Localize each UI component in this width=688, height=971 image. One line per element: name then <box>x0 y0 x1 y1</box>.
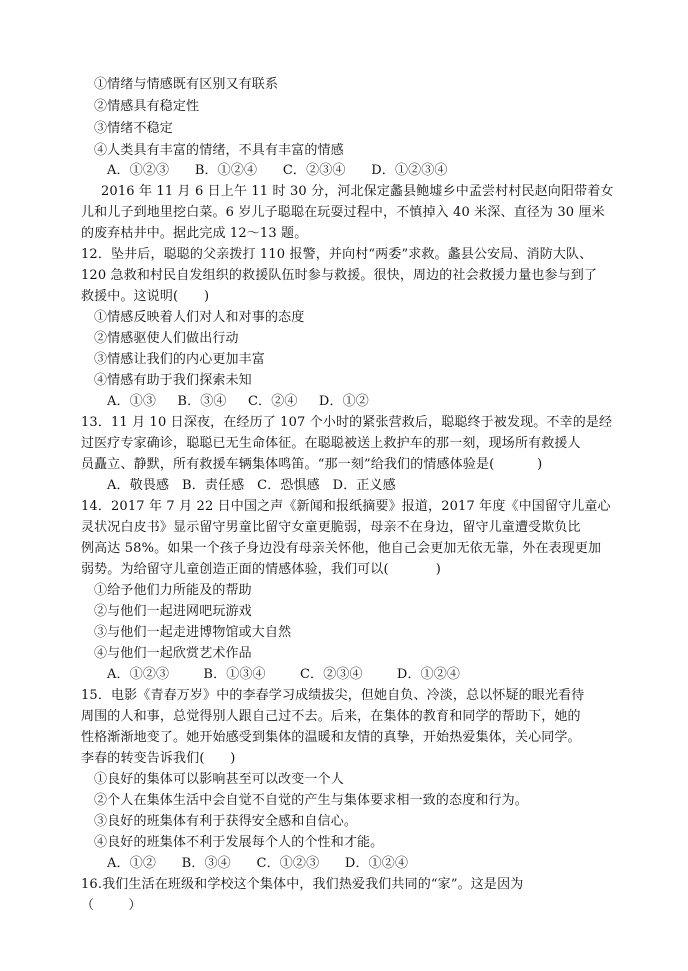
question-14: 灵状况白皮书》显示留守男童比留守女童更脆弱，母亲不在身边，留守儿童遭受欺负比 <box>81 520 581 535</box>
question-13: 员矗立、静默，所有救援车辆集体鸣笛。“那一刻”给我们的情感体验是( ) <box>81 457 543 472</box>
statement-4: ④情感有助于我们探索未知 <box>94 373 252 388</box>
question-16: 16.我们生活在班级和学校这个集体中，我们热爱我们共同的“家”。这是因为 <box>81 877 524 892</box>
statement-1: ①良好的集体可以影响甚至可以改变一个人 <box>94 772 344 787</box>
statement-2: ②情感驱使人们做出行动 <box>94 331 239 346</box>
answer-options: A．①②③ B．①②④ C．②③④ D．①②③④ <box>107 163 448 178</box>
answer-options: A．①②③ B．①③④ C．②③④ D．①②④ <box>107 667 461 682</box>
statement-1: ①给予他们力所能及的帮助 <box>94 583 252 598</box>
answer-options: A．①③ B．③④ C．②④ D．①② <box>107 394 369 409</box>
statement-1: ①情感反映着人们对人和对事的态度 <box>94 310 305 325</box>
statement-1: ①情绪与情感既有区别又有联系 <box>94 77 279 92</box>
question-14: 弱势。为给留守儿童创造正面的情感体验，我们可以( ) <box>81 562 441 577</box>
question-15: 15．电影《青春万岁》中的李春学习成绩拔尖，但她自负、冷淡，总以怀疑的眼光看待 <box>81 688 585 703</box>
statement-3: ③情感让我们的内心更加丰富 <box>94 352 265 367</box>
question-15: 性格渐渐地变了。她开始感受到集体的温暖和友情的真挚，开始热爱集体，关心同学。 <box>81 730 581 745</box>
question-16: （ ） <box>81 898 142 913</box>
question-14: 14．2017 年 7 月 22 日中国之声《新闻和报纸摘要》报道，2017 年度《中国留守儿童心 <box>81 499 611 514</box>
question-12: 12．坠井后，聪聪的父亲拨打 110 报警，并向村“两委”求救。蠡县公安局、消防大队、 <box>81 247 593 262</box>
answer-options: A．①② B．③④ C．①②③ D．①②④ <box>107 856 409 871</box>
question-13: 过医疗专家确诊，聪聪已无生命体征。在聪聪被送上救护车的那一刻，现场所有救援人 <box>81 436 581 451</box>
statement-3: ③情绪不稳定 <box>94 121 173 136</box>
statement-2: ②个人在集体生活中会自觉不自觉的产生与集体要求相一致的态度和行为。 <box>94 793 528 808</box>
question-15: 李春的转变告诉我们( ) <box>81 751 236 766</box>
question-14: 例高达 58%。如果一个孩子身边没有母亲关怀他，他自己会更加无依无靠，外在表现更加 <box>81 541 602 556</box>
question-12: 救援中。这说明( ) <box>81 289 210 304</box>
statement-3: ③与他们一起走进博物馆或大自然 <box>94 625 292 640</box>
material-text: 2016 年 11 月 6 日上午 11 时 30 分，河北保定蠡县鲍墟乡中孟尝村村民赵向阳带着女 <box>101 184 614 199</box>
material-text: 儿和儿子到地里挖白菜。6 岁儿子聪聪在玩耍过程中，不慎掉入 40 米深、直径为 30 厘米 <box>81 205 605 220</box>
question-13: 13．11 月 10 日深夜，在经历了 107 个小时的紧张营救后，聪聪终于被发现。不幸的是经 <box>81 415 613 430</box>
statement-2: ②情感具有稳定性 <box>94 99 200 114</box>
question-15: 周围的人和事，总觉得别人跟自己过不去。后来，在集体的教育和同学的帮助下，她的 <box>81 709 581 724</box>
statement-4: ④良好的班集体不利于发展每个人的个性和才能。 <box>94 835 384 850</box>
statement-4: ④人类具有丰富的情绪，不具有丰富的情感 <box>94 143 344 158</box>
question-12: 120 急救和村民自发组织的救援队伍时参与救援。很快，周边的社会救援力量也参与到了 <box>81 268 598 283</box>
answer-options: A．敬畏感 B．责任感 C．恐惧感 D．正义感 <box>107 478 396 493</box>
statement-4: ④与他们一起欣赏艺术作品 <box>94 646 252 661</box>
statement-3: ③良好的班集体有利于获得安全感和自信心。 <box>94 814 358 829</box>
statement-2: ②与他们一起进网吧玩游戏 <box>94 604 252 619</box>
material-text: 的废弃枯井中。据此完成 12～13 题。 <box>81 226 308 241</box>
